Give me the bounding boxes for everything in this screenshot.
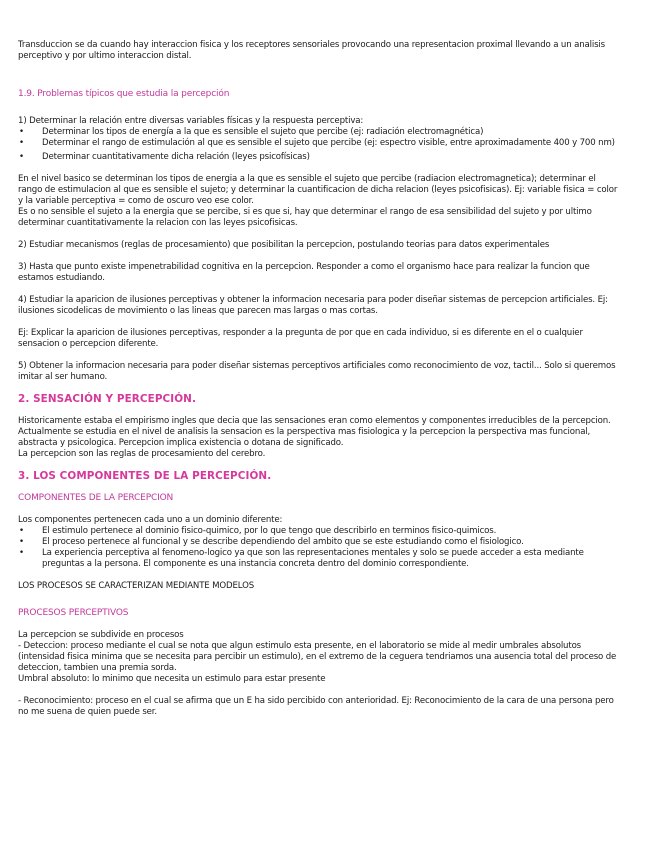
procesos-title: PROCESOS PERCEPTIVOS xyxy=(18,608,129,618)
reconocimiento-paragraph: - Reconocimiento: proceso en el cual se afirma que un E ha sido percibido con anterioridad. Ej: Reconocimiento de la cara de una persona pero no me suena de quien puede ser. xyxy=(18,696,614,717)
nivel-basico-paragraph-2: Es o no sensible el sujeto a la energia que se percibe, si es que si, hay que determinar el rango de esa sensibilidad del sujeto y por ultimo determinar cuantitativamente la relacion con las leyes psicofisicas. xyxy=(18,207,592,228)
example-paragraph: Ej: Explicar la aparicion de ilusiones perceptivas, responder a la pregunta de por que en cada individuo, si es diferente en el o cualquier sensacion o percepcion diferente. xyxy=(18,328,583,349)
modelos-line: LOS PROCESOS SE CARACTERIZAN MEDIANTE MODELOS xyxy=(18,581,255,591)
list-item: • El proceso pertenece al funcional y se describe dependiendo del ambito que se este estudiando como el fisiologico. xyxy=(18,537,622,548)
section-2-paragraph: Historicamente estaba el empirismo ingles que decia que las sensaciones eran como elementos y componentes irreducibles de la percepcion. Actualmente se estudia en el nivel de analisis la sensacion es la perspectiva mas fisiologica y la percepcion la perspectiva mas funcional, abstracta y psicologica. Percepcion implica existencia o dotana de significado. xyxy=(18,416,611,448)
problem-4: 4) Estudiar la aparicion de ilusiones perceptivas y obtener la informacion necesaria para poder diseñar sistemas de percepcion artificiales. Ej: ilusiones sicodelicas de movimiento o las lineas que parecen mas largas o mas cortas. xyxy=(18,295,608,316)
deteccion-paragraph: - Deteccion: proceso mediante el cual se nota que algun estimulo esta presente, en el laboratorio se mide al medir umbrales absolutos (intensidad fisica minima que se necesita para percibir un estimulo), en el extremo de la ceguera tendriamos una ausencia total del proceso de deteccion, tambien una premia sorda. xyxy=(18,641,617,673)
nivel-basico-paragraph: En el nivel basico se determinan los tipos de energia a la que es sensible el sujeto que percibe (radiacion electromagnetica); determinar el rango de estimulacion al que es sensible el sujeto; y determinar la cuantificacion de dicha relacion (leyes psicofisicas). Ej: variable fisica = color y la variable perceptiva = como de oscuro veo ese color. xyxy=(18,174,618,206)
list-item: • La experiencia perceptiva al fenomeno-logico ya que son las representaciones mentales y solo se puede acceder a esta mediante preguntas a la persona. El componente es una instancia concreta dentro del dominio correspondiente. xyxy=(18,548,622,570)
procesos-intro: La percepcion se subdivide en procesos xyxy=(18,630,184,640)
section-1-9-title: 1.9. Problemas típicos que estudia la percepción xyxy=(18,89,230,99)
list-item: • Determinar el rango de estimulación al que es sensible el sujeto que percibe (ej: espectro visible, entre aproximadamente 400 y 700 nm) xyxy=(18,138,622,149)
list-item: • El estimulo pertenece al dominio fisico-quimico, por lo que tengo que describirlo en terminos fisico-quimicos. xyxy=(18,526,622,537)
problem-1-list xyxy=(18,127,622,163)
problem-5: 5) Obtener la informacion necesaria para poder diseñar sistemas perceptivos artificiales como reconocimiento de voz, tactil... Solo si queremos imitar al ser humano. xyxy=(18,361,616,382)
intro-paragraph: Transduccion se da cuando hay interaccion fisica y los receptores sensoriales provocando una representacion proximal llevando a un analisis perceptivo y por ultimo interaccion distal. xyxy=(18,40,605,61)
problem-3: 3) Hasta que punto existe impenetrabilidad cognitiva en la percepcion. Responder a como el organismo hace para realizar la funcion que estamos estudiando. xyxy=(18,262,590,283)
components-list xyxy=(18,526,622,570)
section-2-paragraph-2: La percepcion son las reglas de procesamiento del cerebro. xyxy=(18,449,266,459)
list-item: • Determinar los tipos de energía a la que es sensible el sujeto que percibe (ej: radiación electromagnética) xyxy=(18,127,622,138)
section-2-heading: 2. SENSACIÓN Y PERCEPCIÓN. xyxy=(18,393,196,405)
problem-1: 1) Determinar la relación entre diversas variables físicas y la respuesta perceptiva: xyxy=(18,116,364,126)
umbral-paragraph: Umbral absoluto: lo minimo que necesita un estimulo para estar presente xyxy=(18,674,326,684)
section-3-subtitle: COMPONENTES DE LA PERCEPCION xyxy=(18,493,174,503)
components-intro: Los componentes pertenecen cada uno a un dominio diferente: xyxy=(18,515,283,525)
section-3-heading: 3. LOS COMPONENTES DE LA PERCEPCIÓN. xyxy=(18,470,272,482)
document-page xyxy=(18,40,622,718)
problem-2: 2) Estudiar mecanismos (reglas de procesamiento) que posibilitan la percepcion, postulando teorias para datos experimentales xyxy=(18,240,550,250)
list-item: • Determinar cuantitativamente dicha relación (leyes psicofísicas) xyxy=(18,152,622,163)
